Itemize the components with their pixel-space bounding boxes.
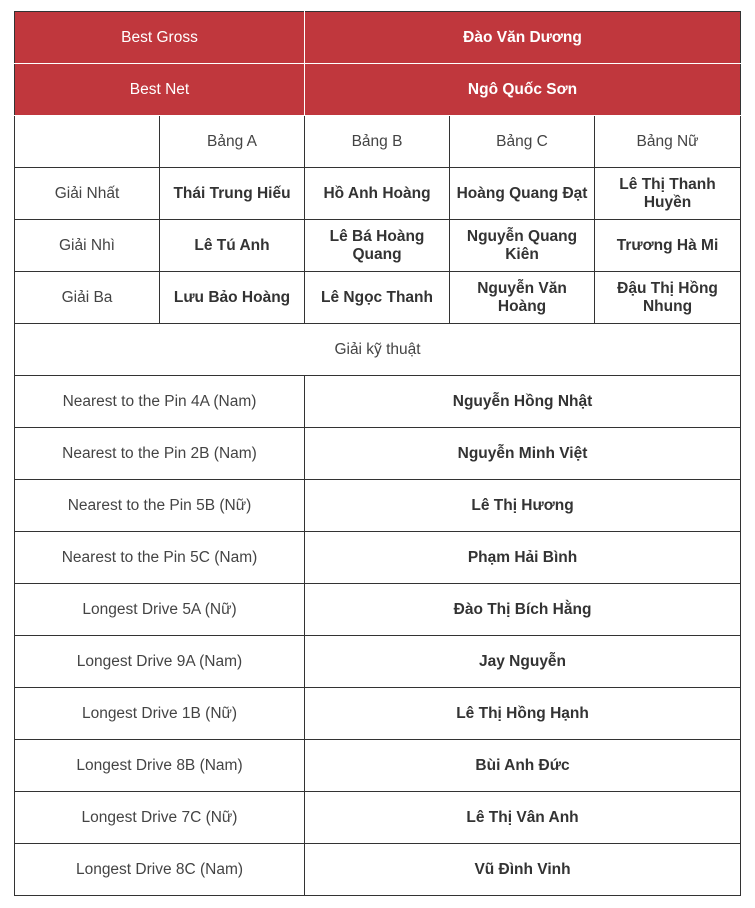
- winner-b: Lê Bá Hoàng Quang: [305, 220, 450, 272]
- prize-label: Giải Ba: [15, 272, 160, 324]
- winner-nu: Trương Hà Mi: [595, 220, 741, 272]
- technical-winner: Bùi Anh Đức: [305, 740, 741, 792]
- winner-c: Hoàng Quang Đạt: [450, 168, 595, 220]
- winner-nu: Đậu Thị Hồng Nhung: [595, 272, 741, 324]
- winner-a: Lưu Bảo Hoàng: [160, 272, 305, 324]
- best-gross-label: Best Gross: [15, 12, 305, 64]
- winner-a: Lê Tú Anh: [160, 220, 305, 272]
- technical-winner: Vũ Đình Vinh: [305, 844, 741, 896]
- group-header-empty: [15, 116, 160, 168]
- prize-row-third: [15, 272, 741, 324]
- technical-award: Nearest to the Pin 5B (Nữ): [15, 480, 305, 532]
- technical-award: Nearest to the Pin 4A (Nam): [15, 376, 305, 428]
- technical-award: Nearest to the Pin 5C (Nam): [15, 532, 305, 584]
- technical-winner: Lê Thị Vân Anh: [305, 792, 741, 844]
- prize-label: Giải Nhất: [15, 168, 160, 220]
- technical-row: [15, 480, 741, 532]
- technical-award: Longest Drive 7C (Nữ): [15, 792, 305, 844]
- technical-award: Longest Drive 9A (Nam): [15, 636, 305, 688]
- technical-row: [15, 428, 741, 480]
- technical-row: [15, 532, 741, 584]
- best-net-winner: Ngô Quốc Sơn: [305, 64, 741, 116]
- technical-row: [15, 688, 741, 740]
- technical-winner: Nguyễn Minh Việt: [305, 428, 741, 480]
- technical-title-row: [15, 324, 741, 376]
- technical-award: Longest Drive 8C (Nam): [15, 844, 305, 896]
- prize-row-first: [15, 168, 741, 220]
- technical-row: [15, 636, 741, 688]
- technical-row: [15, 740, 741, 792]
- results-table-container: [14, 11, 740, 896]
- winner-c: Nguyễn Văn Hoàng: [450, 272, 595, 324]
- technical-winner: Nguyễn Hồng Nhật: [305, 376, 741, 428]
- best-net-label: Best Net: [15, 64, 305, 116]
- group-header-a: Bảng A: [160, 116, 305, 168]
- prize-label: Giải Nhì: [15, 220, 160, 272]
- winner-b: Hồ Anh Hoàng: [305, 168, 450, 220]
- winner-nu: Lê Thị Thanh Huyền: [595, 168, 741, 220]
- technical-award: Longest Drive 5A (Nữ): [15, 584, 305, 636]
- technical-winner: Lê Thị Hồng Hạnh: [305, 688, 741, 740]
- group-header-nu: Bảng Nữ: [595, 116, 741, 168]
- group-header-b: Bảng B: [305, 116, 450, 168]
- best-gross-winner: Đào Văn Dương: [305, 12, 741, 64]
- technical-winner: Lê Thị Hương: [305, 480, 741, 532]
- results-table: [14, 11, 741, 896]
- winner-b: Lê Ngọc Thanh: [305, 272, 450, 324]
- technical-row: [15, 844, 741, 896]
- technical-title: Giải kỹ thuật: [15, 324, 741, 376]
- winner-a: Thái Trung Hiếu: [160, 168, 305, 220]
- technical-award: Longest Drive 1B (Nữ): [15, 688, 305, 740]
- technical-winner: Đào Thị Bích Hằng: [305, 584, 741, 636]
- group-header-c: Bảng C: [450, 116, 595, 168]
- prize-row-second: [15, 220, 741, 272]
- technical-row: [15, 792, 741, 844]
- technical-winner: Phạm Hải Bình: [305, 532, 741, 584]
- group-header-row: [15, 116, 741, 168]
- technical-award: Longest Drive 8B (Nam): [15, 740, 305, 792]
- technical-winner: Jay Nguyễn: [305, 636, 741, 688]
- best-gross-row: [15, 12, 741, 64]
- technical-award: Nearest to the Pin 2B (Nam): [15, 428, 305, 480]
- best-net-row: [15, 64, 741, 116]
- winner-c: Nguyễn Quang Kiên: [450, 220, 595, 272]
- technical-row: [15, 584, 741, 636]
- technical-row: [15, 376, 741, 428]
